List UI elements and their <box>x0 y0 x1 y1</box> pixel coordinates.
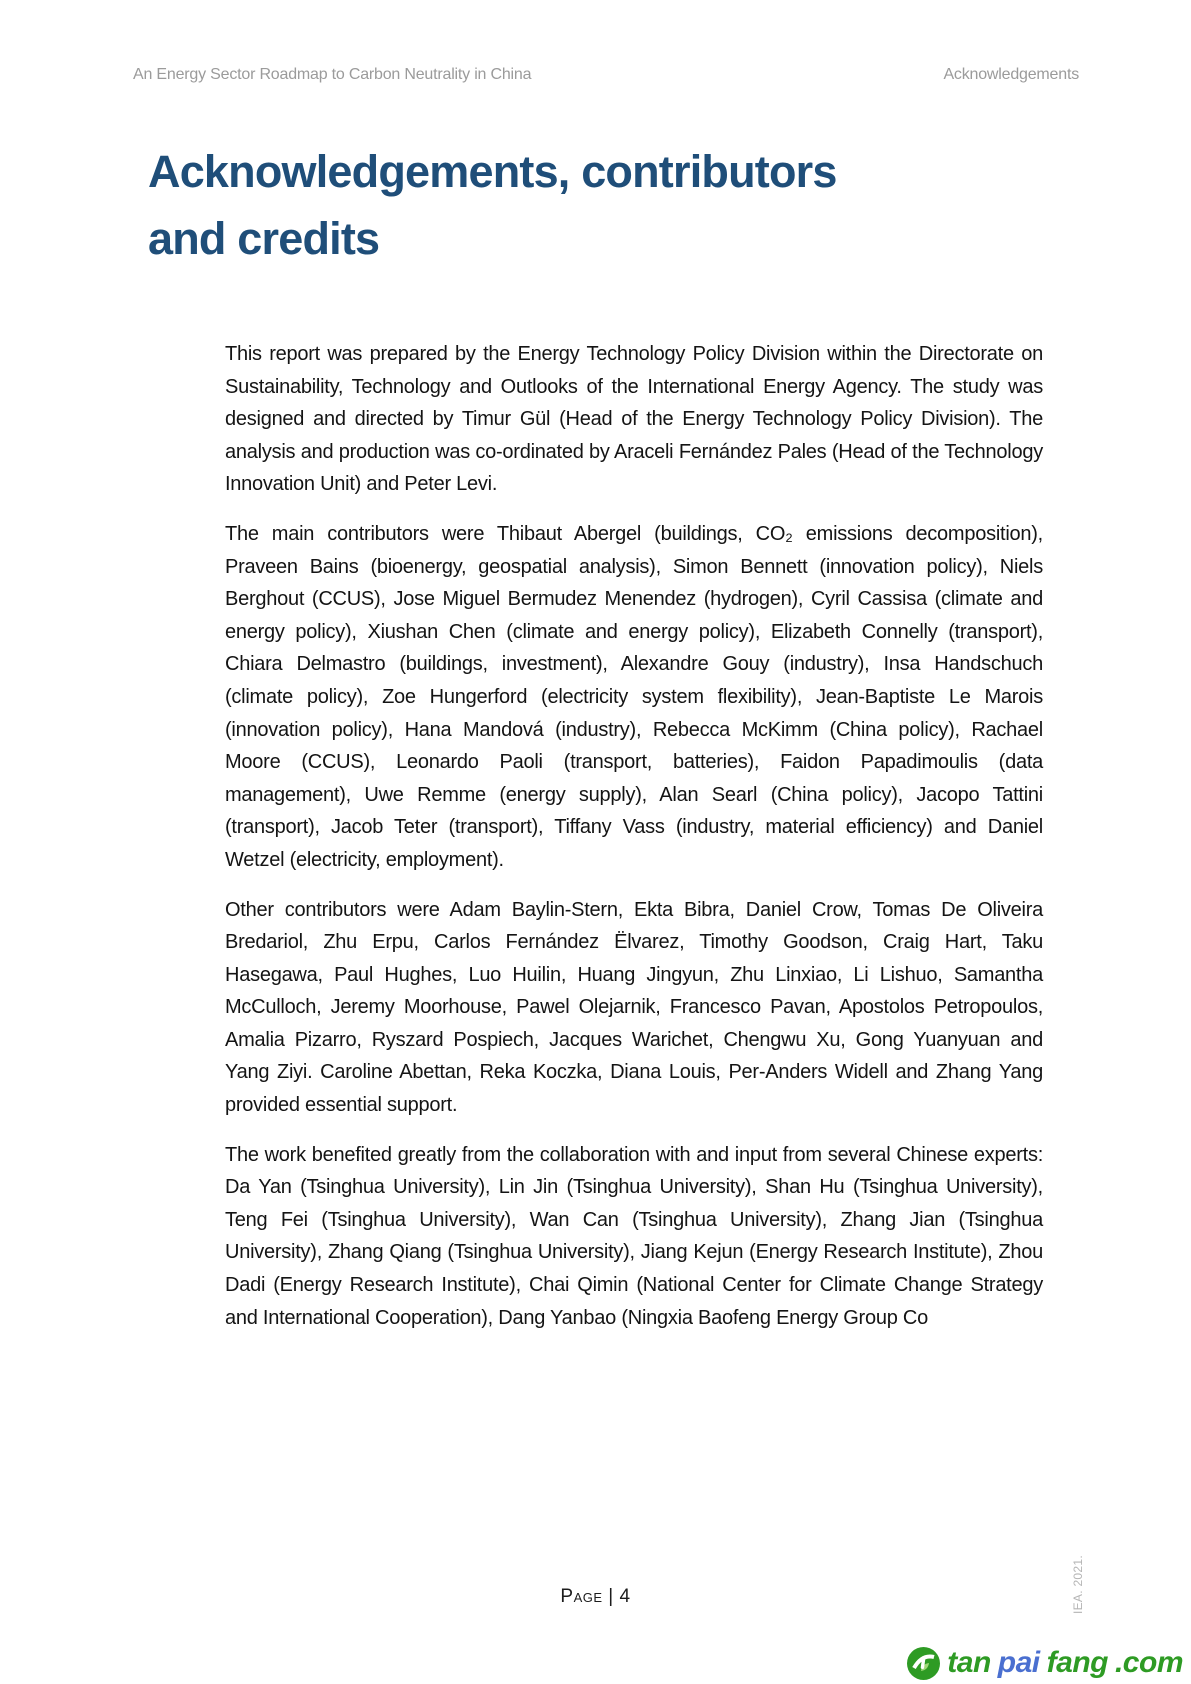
watermark-text-tan: tan <box>947 1646 991 1679</box>
paragraph-chinese-experts: The work benefited greatly from the collaboration with and input from several Chinese experts: Da Yan (Tsinghua University), Lin Jin (Tsinghua University), Shan Hu (Tsinghua University), Teng Fei (Tsinghua University), Wan Can (Tsinghua University), Zhang Jian (Tsinghua University), Zhang Qiang (Tsinghua University), Jiang Kejun (Energy Research Institute), Zhou Dadi (Energy Research Institute), Chai Qimin (National Center for Climate Change Strategy and International Cooperation), Dang Yanbao (Ningxia Baofeng Energy Group Co <box>225 1143 1043 1329</box>
page-title-line-2: and credits <box>148 213 380 264</box>
watermark-text-fang: fang <box>1046 1646 1108 1679</box>
running-header <box>133 66 1079 84</box>
paragraph-other-contributors: Other contributors were Adam Baylin-Stern, Ekta Bibra, Daniel Crow, Tomas De Oliveira Bredariol, Zhu Erpu, Carlos Fernández Ëlvarez, Timothy Goodson, Craig Hart, Taku Hasegawa, Paul Hughes, Luo Huilin, Huang Jingyun, Zhu Linxiao, Li Lishuo, Samantha McCulloch, Jeremy Moorhouse, Pawel Olejarnik, Francesco Pavan, Apostolos Petropoulos, Amalia Pizarro, Ryszard Pospiech, Jacques Warichet, Chengwu Xu, Gong Yuanyuan and Yang Ziyi. Caroline Abettan, Reka Koczka, Diana Louis, Per-Anders Widell and Zhang Yang provided essential support. <box>225 898 1043 1117</box>
watermark-text-com: .com <box>1114 1646 1183 1679</box>
running-header-left: An Energy Sector Roadmap to Carbon Neutrality in China <box>133 66 532 83</box>
page-title <box>148 138 1088 272</box>
page-number: Page | 4 <box>560 1586 631 1607</box>
body-text-column <box>225 338 1043 1351</box>
tanpaifang-logo-icon <box>907 1647 940 1680</box>
copyright-side-note: IEA. 2021. <box>1071 1554 1085 1614</box>
paragraph-preparation: This report was prepared by the Energy Technology Policy Division within the Directorate on Sustainability, Technology and Outlooks of the International Energy Agency. The study was designed and directed by Timur Gül (Head of the Energy Technology Policy Division). The analysis and production was co-ordinated by Araceli Fernández Pales (Head of the Technology Innovation Unit) and Peter Levi. <box>225 343 1043 496</box>
watermark-text-pai: pai <box>997 1646 1040 1679</box>
page-title-line-1: Acknowledgements, contributors <box>148 146 837 197</box>
tanpaifang-watermark-link[interactable] <box>907 1646 1183 1680</box>
paragraph-main-contributors: The main contributors were Thibaut Abergel (buildings, CO₂ emissions decomposition), Praveen Bains (bioenergy, geospatial analysis), Simon Bennett (innovation policy), Niels Berghout (CCUS), Jose Miguel Bermudez Menendez (hydrogen), Cyril Cassisa (climate and energy policy), Xiushan Chen (climate and energy policy), Elizabeth Connelly (transport), Chiara Delmastro (buildings, investment), Alexandre Gouy (industry), Insa Handschuch (climate policy), Zoe Hungerford (electricity system flexibility), Jean-Baptiste Le Marois (innovation policy), Hana Mandová (industry), Rebecca McKimm (China policy), Rachael Moore (CCUS), Leonardo Paoli (transport, batteries), Faidon Papadimoulis (data management), Uwe Remme (energy supply), Alan Searl (China policy), Jacopo Tattini (transport), Jacob Teter (transport), Tiffany Vass (industry, material efficiency) and Daniel Wetzel (electricity, employment). <box>225 522 1043 871</box>
running-header-right: Acknowledgements <box>943 66 1079 83</box>
